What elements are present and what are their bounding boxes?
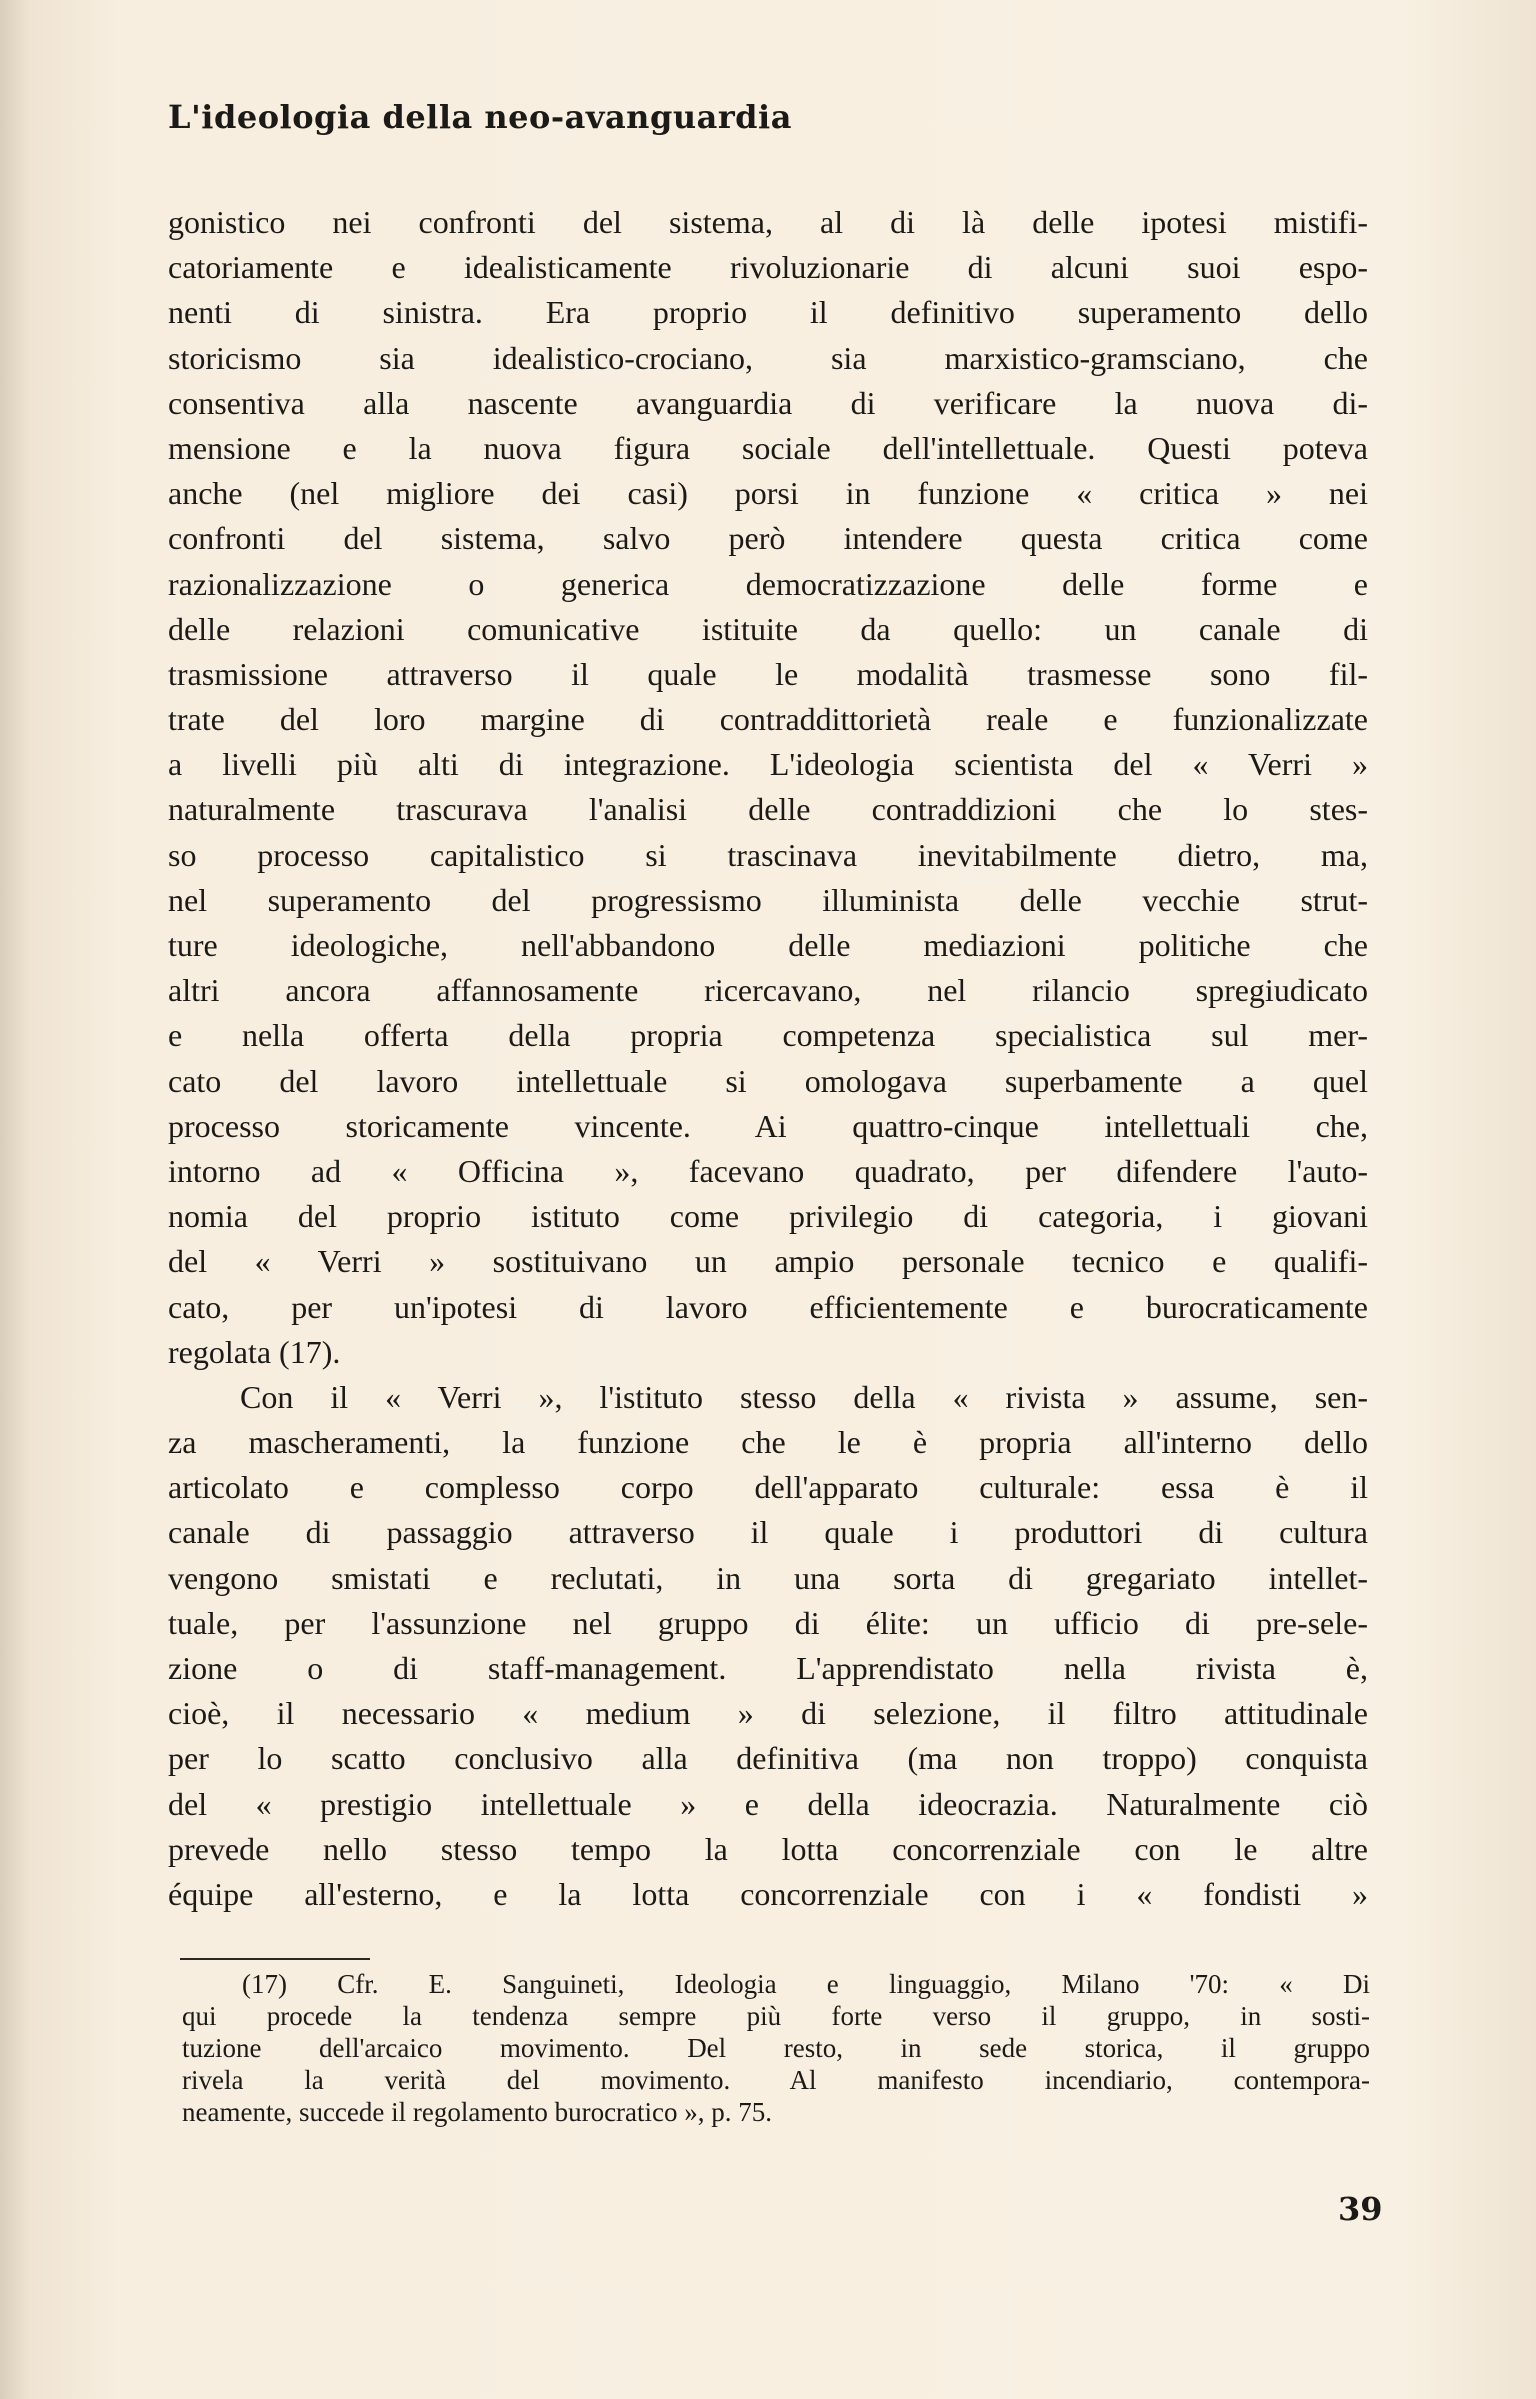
page-number: 39 [1338, 2190, 1383, 2228]
footnote-line: (17) Cfr. E. Sanguineti, Ideologia e linguaggio, Milano '70: « Di [242, 1969, 1370, 1999]
text-line: per lo scatto conclusivo alla definitiva (ma non troppo) conquista [168, 1740, 1368, 1777]
running-head-title: L'ideologia della neo-avanguardia [168, 98, 792, 136]
footnote-line: rivela la verità del movimento. Al manifesto incendiario, contempora- [182, 2065, 1370, 2095]
footnote-divider [180, 1958, 370, 1960]
text-line: intorno ad « Officina », facevano quadrato, per difendere l'auto- [168, 1152, 1368, 1189]
text-line: storicismo sia idealistico-crociano, sia marxistico-gramsciano, che [168, 339, 1368, 376]
text-line: cioè, il necessario « medium » di selezione, il filtro attitudinale [168, 1695, 1368, 1732]
text-line: vengono smistati e reclutati, in una sorta di gregariato intellet- [168, 1559, 1368, 1596]
text-line: consentiva alla nascente avanguardia di verificare la nuova di- [168, 384, 1368, 421]
text-line: anche (nel migliore dei casi) porsi in funzione « critica » nei [168, 475, 1368, 512]
text-line: trate del loro margine di contraddittorietà reale e funzionalizzate [168, 701, 1368, 738]
text-line: tuale, per l'assunzione nel gruppo di élite: un ufficio di pre-sele- [168, 1604, 1368, 1641]
text-line: cato, per un'ipotesi di lavoro efficientemente e burocraticamente [168, 1288, 1368, 1325]
footnote-line: neamente, succede il regolamento burocratico », p. 75. [182, 2097, 773, 2127]
text-line: catoriamente e idealisticamente rivoluzionarie di alcuni suoi espo- [168, 249, 1368, 286]
text-line: e nella offerta della propria competenza specialistica sul mer- [168, 1017, 1368, 1054]
text-line: delle relazioni comunicative istituite da quello: un canale di [168, 610, 1368, 647]
text-line: a livelli più alti di integrazione. L'ideologia scientista del « Verri » [168, 746, 1368, 783]
text-line: trasmissione attraverso il quale le modalità trasmesse sono fil- [168, 655, 1368, 692]
text-line: confronti del sistema, salvo però intendere questa critica come [168, 520, 1368, 557]
text-line: nomia del proprio istituto come privilegio di categoria, i giovani [168, 1198, 1368, 1235]
text-line: zione o di staff-management. L'apprendistato nella rivista è, [168, 1650, 1368, 1686]
text-line: nenti di sinistra. Era proprio il definitivo superamento dello [168, 294, 1368, 331]
text-line-paragraph-end: regolata (17). [168, 1333, 341, 1370]
text-line: razionalizzazione o generica democratizzazione delle forme e [168, 565, 1368, 602]
text-line: nel superamento del progressismo illuminista delle vecchie strut- [168, 881, 1368, 918]
text-line: processo storicamente vincente. Ai quattro-cinque intellettuali che, [168, 1107, 1368, 1144]
text-line: équipe all'esterno, e la lotta concorrenziale con i « fondisti » [168, 1875, 1368, 1912]
body-text [168, 200, 1368, 1917]
text-line: canale di passaggio attraverso il quale i produttori di cultura [168, 1514, 1368, 1551]
text-line: mensione e la nuova figura sociale dell'intellettuale. Questi poteva [168, 429, 1368, 466]
text-line: gonistico nei confronti del sistema, al di là delle ipotesi mistifi- [168, 204, 1368, 240]
footnote [182, 1968, 1370, 2128]
footnote-line: qui procede la tendenza sempre più forte verso il gruppo, in sosti- [182, 2001, 1370, 2031]
text-line: altri ancora affannosamente ricercavano, nel rilancio spregiudicato [168, 972, 1368, 1009]
text-line: del « prestigio intellettuale » e della ideocrazia. Naturalmente ciò [168, 1785, 1368, 1822]
text-line: naturalmente trascurava l'analisi delle contraddizioni che lo stes- [168, 791, 1368, 828]
text-line: articolato e complesso corpo dell'apparato culturale: essa è il [168, 1469, 1368, 1506]
text-line: cato del lavoro intellettuale si omologava superbamente a quel [168, 1062, 1368, 1099]
text-line: so processo capitalistico si trascinava inevitabilmente dietro, ma, [168, 836, 1368, 873]
text-line: za mascheramenti, la funzione che le è propria all'interno dello [168, 1424, 1368, 1461]
text-line: ture ideologiche, nell'abbandono delle mediazioni politiche che [168, 927, 1368, 963]
text-line: del « Verri » sostituivano un ampio personale tecnico e qualifi- [168, 1243, 1368, 1280]
text-line: prevede nello stesso tempo la lotta concorrenziale con le altre [168, 1830, 1368, 1867]
footnote-line: tuzione dell'arcaico movimento. Del resto, in sede storica, il gruppo [182, 2033, 1370, 2063]
text-line-paragraph-start: Con il « Verri », l'istituto stesso della « rivista » assume, sen- [240, 1378, 1368, 1415]
